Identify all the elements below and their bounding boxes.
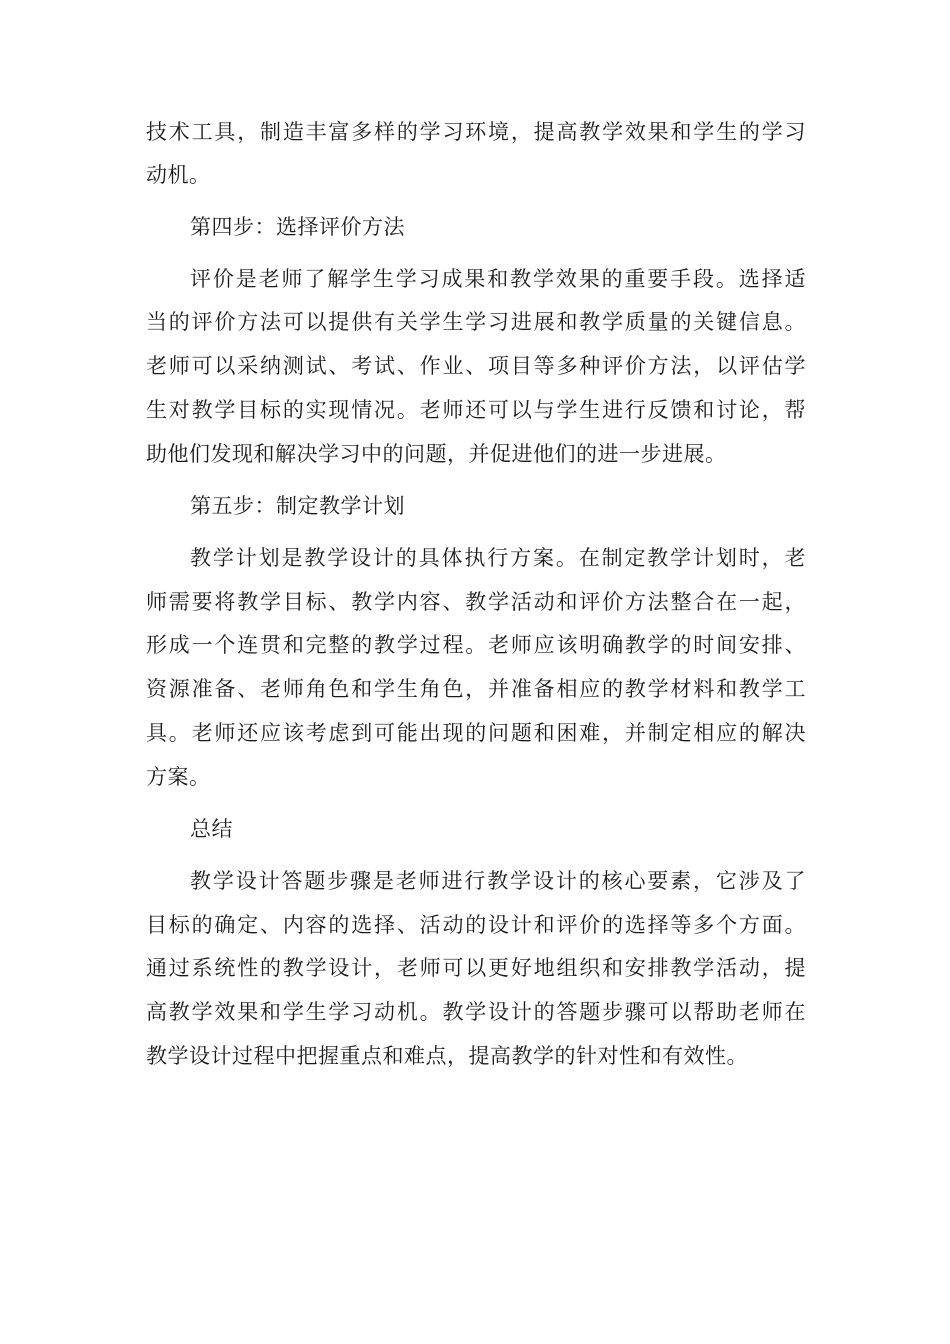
paragraph-line: 教学设计过程中把握重点和难点，提高教学的针对性和有效性。 bbox=[146, 1044, 748, 1068]
paragraph-line: 技术工具，制造丰富多样的学习环境，提高教学效果和学生的学习 bbox=[146, 120, 806, 144]
paragraph-line: 目标的确定、内容的选择、活动的设计和评价的选择等多个方面。 bbox=[146, 913, 806, 937]
paragraph-line: 师需要将教学目标、教学内容、教学活动和评价方法整合在一起， bbox=[146, 590, 806, 614]
paragraph-line: 动机。 bbox=[146, 163, 211, 187]
section-heading-step-4: 第四步：选择评价方法 bbox=[190, 215, 405, 239]
paragraph-line: 形成一个连贯和完整的教学过程。老师应该明确教学的时间安排、 bbox=[146, 633, 806, 657]
paragraph-line: 具。老师还应该考虑到可能出现的问题和困难，并制定相应的解决 bbox=[146, 721, 806, 745]
paragraph-line: 教学计划是教学设计的具体执行方案。在制定教学计划时，老 bbox=[190, 546, 806, 570]
paragraph-line: 高教学效果和学生学习动机。教学设计的答题步骤可以帮助老师在 bbox=[146, 1000, 806, 1024]
paragraph-line: 老师可以采纳测试、考试、作业、项目等多种评价方法，以评估学 bbox=[146, 354, 806, 378]
paragraph-line: 生对教学目标的实现情况。老师还可以与学生进行反馈和讨论，帮 bbox=[146, 398, 806, 422]
paragraph-line: 助他们发现和解决学习中的问题，并促进他们的进一步进展。 bbox=[146, 442, 727, 466]
section-heading-summary: 总结 bbox=[190, 817, 233, 841]
paragraph-line: 通过系统性的教学设计，老师可以更好地组织和安排教学活动，提 bbox=[146, 956, 806, 980]
paragraph-line: 资源准备、老师角色和学生角色，并准备相应的教学材料和教学工 bbox=[146, 677, 806, 701]
paragraph-line: 当的评价方法可以提供有关学生学习进展和教学质量的关键信息。 bbox=[146, 310, 806, 334]
section-heading-step-5: 第五步：制定教学计划 bbox=[190, 494, 405, 518]
paragraph-line: 教学设计答题步骤是老师进行教学设计的核心要素，它涉及了 bbox=[190, 869, 806, 893]
paragraph-line: 方案。 bbox=[146, 765, 211, 789]
paragraph-line: 评价是老师了解学生学习成果和教学效果的重要手段。选择适 bbox=[190, 267, 806, 291]
